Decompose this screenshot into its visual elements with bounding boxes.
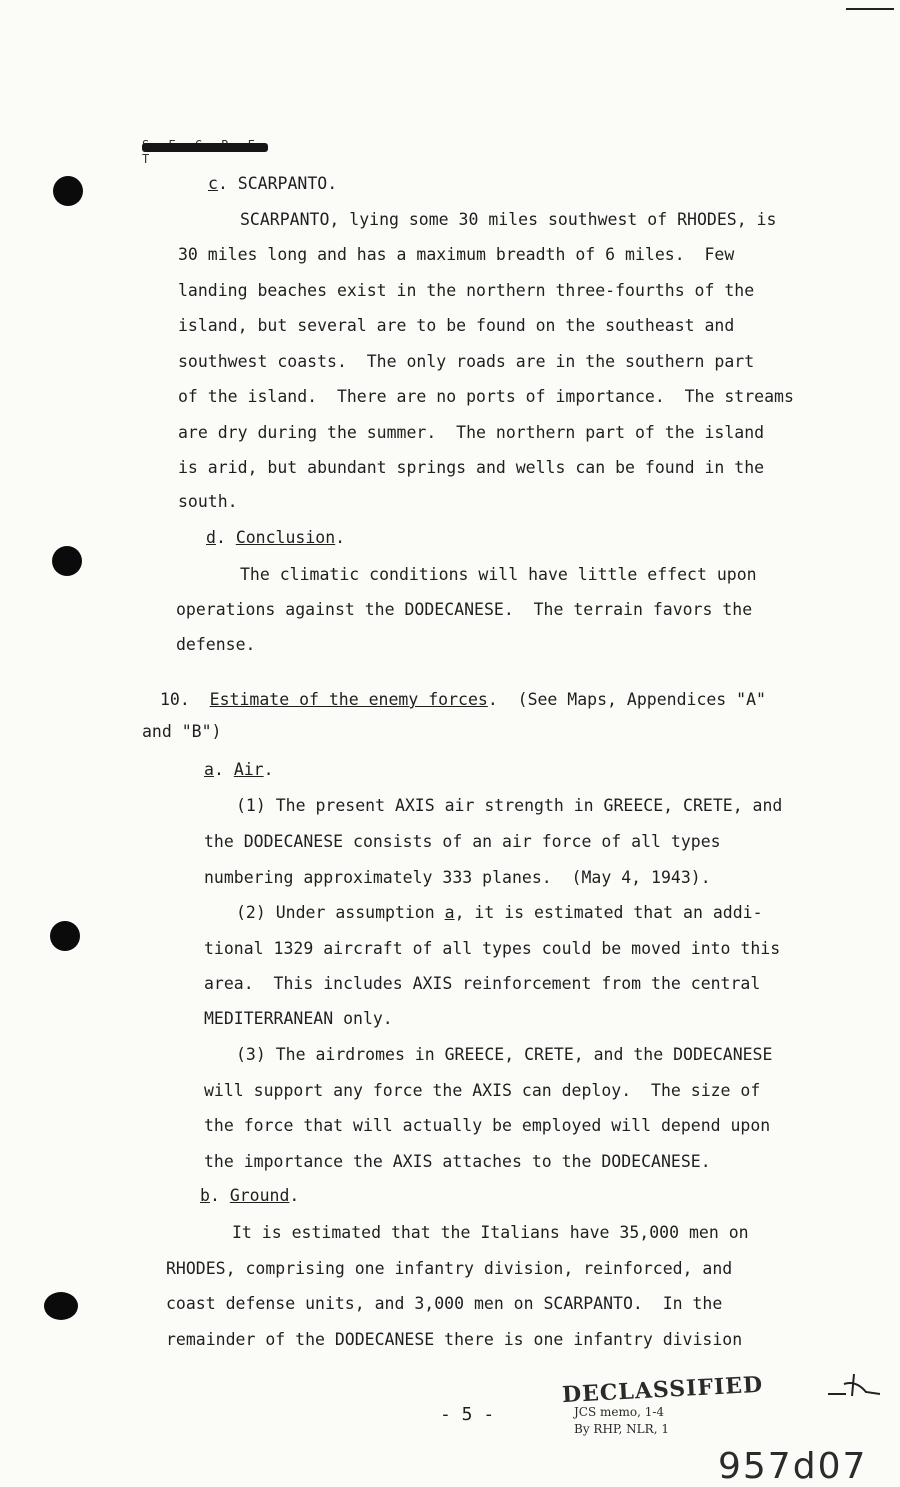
underlined-text: Ground: [229, 1186, 290, 1205]
text-line: [166, 1259, 732, 1279]
text-line: [178, 316, 734, 336]
text-line: [232, 1223, 749, 1243]
text-line: [204, 868, 711, 888]
text-run: 30 miles long and has a maximum breadth of 6 miles. Few: [178, 245, 735, 264]
text-run: (3) The airdromes in GREECE, CRETE, and the DODECANESE: [236, 1045, 773, 1064]
section-heading: [200, 1186, 299, 1206]
text-line: [178, 281, 754, 301]
handwritten-document-number: 957d07: [718, 1446, 868, 1487]
text-run: is arid, but abundant springs and wells can be found in the: [178, 458, 765, 477]
text-line: [204, 974, 760, 994]
text-line: [178, 352, 754, 372]
text-run: south.: [178, 492, 238, 511]
text-line: [236, 903, 763, 923]
text-run: southwest coasts. The only roads are in the southern part: [178, 352, 755, 371]
declassification-stamp: [561, 1371, 764, 1438]
punch-hole: [50, 921, 80, 951]
text-run: the force that will actually be employed will depend upon: [204, 1116, 771, 1135]
text-line: [204, 1116, 770, 1136]
text-run: will support any force the AXIS can deploy. The size of: [204, 1081, 761, 1100]
text-run: .: [289, 1186, 300, 1205]
text-run: island, but several are to be found on the southeast and: [178, 316, 735, 335]
underlined-text: a: [444, 903, 455, 922]
text-line: [204, 832, 721, 852]
text-run: the DODECANESE consists of an air force of all types: [204, 832, 721, 851]
text-run: . SCARPANTO.: [217, 174, 338, 193]
text-run: defense.: [176, 635, 256, 654]
text-run: area. This includes AXIS reinforcement from the central: [204, 974, 761, 993]
text-run: coast defense units, and 3,000 men on SCARPANTO. In the: [166, 1294, 723, 1313]
underlined-text: a: [204, 760, 214, 779]
text-run: (1) The present AXIS air strength in GREECE, CRETE, and: [236, 796, 783, 815]
stamp-line: JCS memo, 1-4: [574, 1405, 665, 1419]
text-run: . (See Maps, Appendices "A": [487, 690, 766, 709]
stamp-title: DECLASSIFIED: [561, 1371, 764, 1409]
text-line: [204, 1081, 760, 1101]
text-line: [178, 387, 794, 407]
text-run: 10.: [160, 690, 210, 709]
text-run: .: [263, 760, 274, 779]
page-number: - 5 -: [440, 1404, 495, 1425]
section-heading: [204, 760, 274, 780]
text-line: [176, 635, 255, 655]
text-line: [236, 1045, 772, 1065]
handwritten-initials: [826, 1370, 882, 1400]
stamp-line: By RHP, NLR, 1: [574, 1422, 669, 1436]
section-heading: [160, 690, 766, 710]
text-run: tional 1329 aircraft of all types could be moved into this: [204, 939, 781, 958]
section-heading: [208, 174, 337, 194]
text-run: The climatic conditions will have little effect upon: [240, 565, 757, 584]
text-line: [178, 458, 764, 478]
text-run: (2) Under assumption: [236, 903, 445, 922]
text-line: [178, 245, 734, 265]
text-run: RHODES, comprising one infantry division, reinforced, and: [166, 1259, 733, 1278]
text-run: are dry during the summer. The northern part of the island: [178, 423, 765, 442]
underlined-text: b: [200, 1186, 210, 1205]
underlined-text: Conclusion: [235, 528, 336, 547]
text-run: It is estimated that the Italians have 35,000 men on: [232, 1223, 749, 1242]
section-heading: [206, 528, 345, 548]
text-run: .: [213, 760, 234, 779]
underlined-text: Estimate of the enemy forces: [209, 690, 488, 709]
text-run: landing beaches exist in the northern three-fourths of the: [178, 281, 755, 300]
classification-marking: T: [142, 152, 156, 166]
text-run: the importance the AXIS attaches to the DODECANESE.: [204, 1152, 711, 1171]
text-run: .: [209, 1186, 230, 1205]
text-line: [240, 565, 757, 585]
underlined-text: c: [208, 174, 218, 193]
edge-mark: [846, 8, 894, 10]
punch-hole: [53, 176, 83, 206]
text-run: MEDITERRANEAN only.: [204, 1009, 393, 1028]
text-line: [166, 1294, 722, 1314]
text-line: [176, 600, 752, 620]
text-line: [240, 210, 776, 230]
punch-hole: [44, 1292, 78, 1320]
text-run: of the island. There are no ports of importance. The streams: [178, 387, 794, 406]
text-run: .: [335, 528, 346, 547]
text-run: and "B"): [142, 722, 222, 741]
text-line: [236, 796, 782, 816]
underlined-text: d: [206, 528, 216, 547]
text-run: , it is estimated that an addi-: [454, 903, 763, 922]
text-run: operations against the DODECANESE. The terrain favors the: [176, 600, 753, 619]
text-line: [142, 722, 221, 742]
text-line: [204, 939, 780, 959]
text-run: .: [215, 528, 236, 547]
text-line: [178, 492, 238, 512]
text-line: [204, 1009, 393, 1029]
text-run: numbering approximately 333 planes. (May 4, 1943).: [204, 868, 711, 887]
punch-hole: [52, 546, 82, 576]
text-line: [166, 1330, 742, 1350]
text-line: [178, 423, 764, 443]
text-line: [204, 1152, 711, 1172]
underlined-text: Air: [233, 760, 264, 779]
text-run: remainder of the DODECANESE there is one infantry division: [166, 1330, 743, 1349]
redaction-bar: [142, 143, 268, 152]
text-run: SCARPANTO, lying some 30 miles southwest of RHODES, is: [240, 210, 777, 229]
